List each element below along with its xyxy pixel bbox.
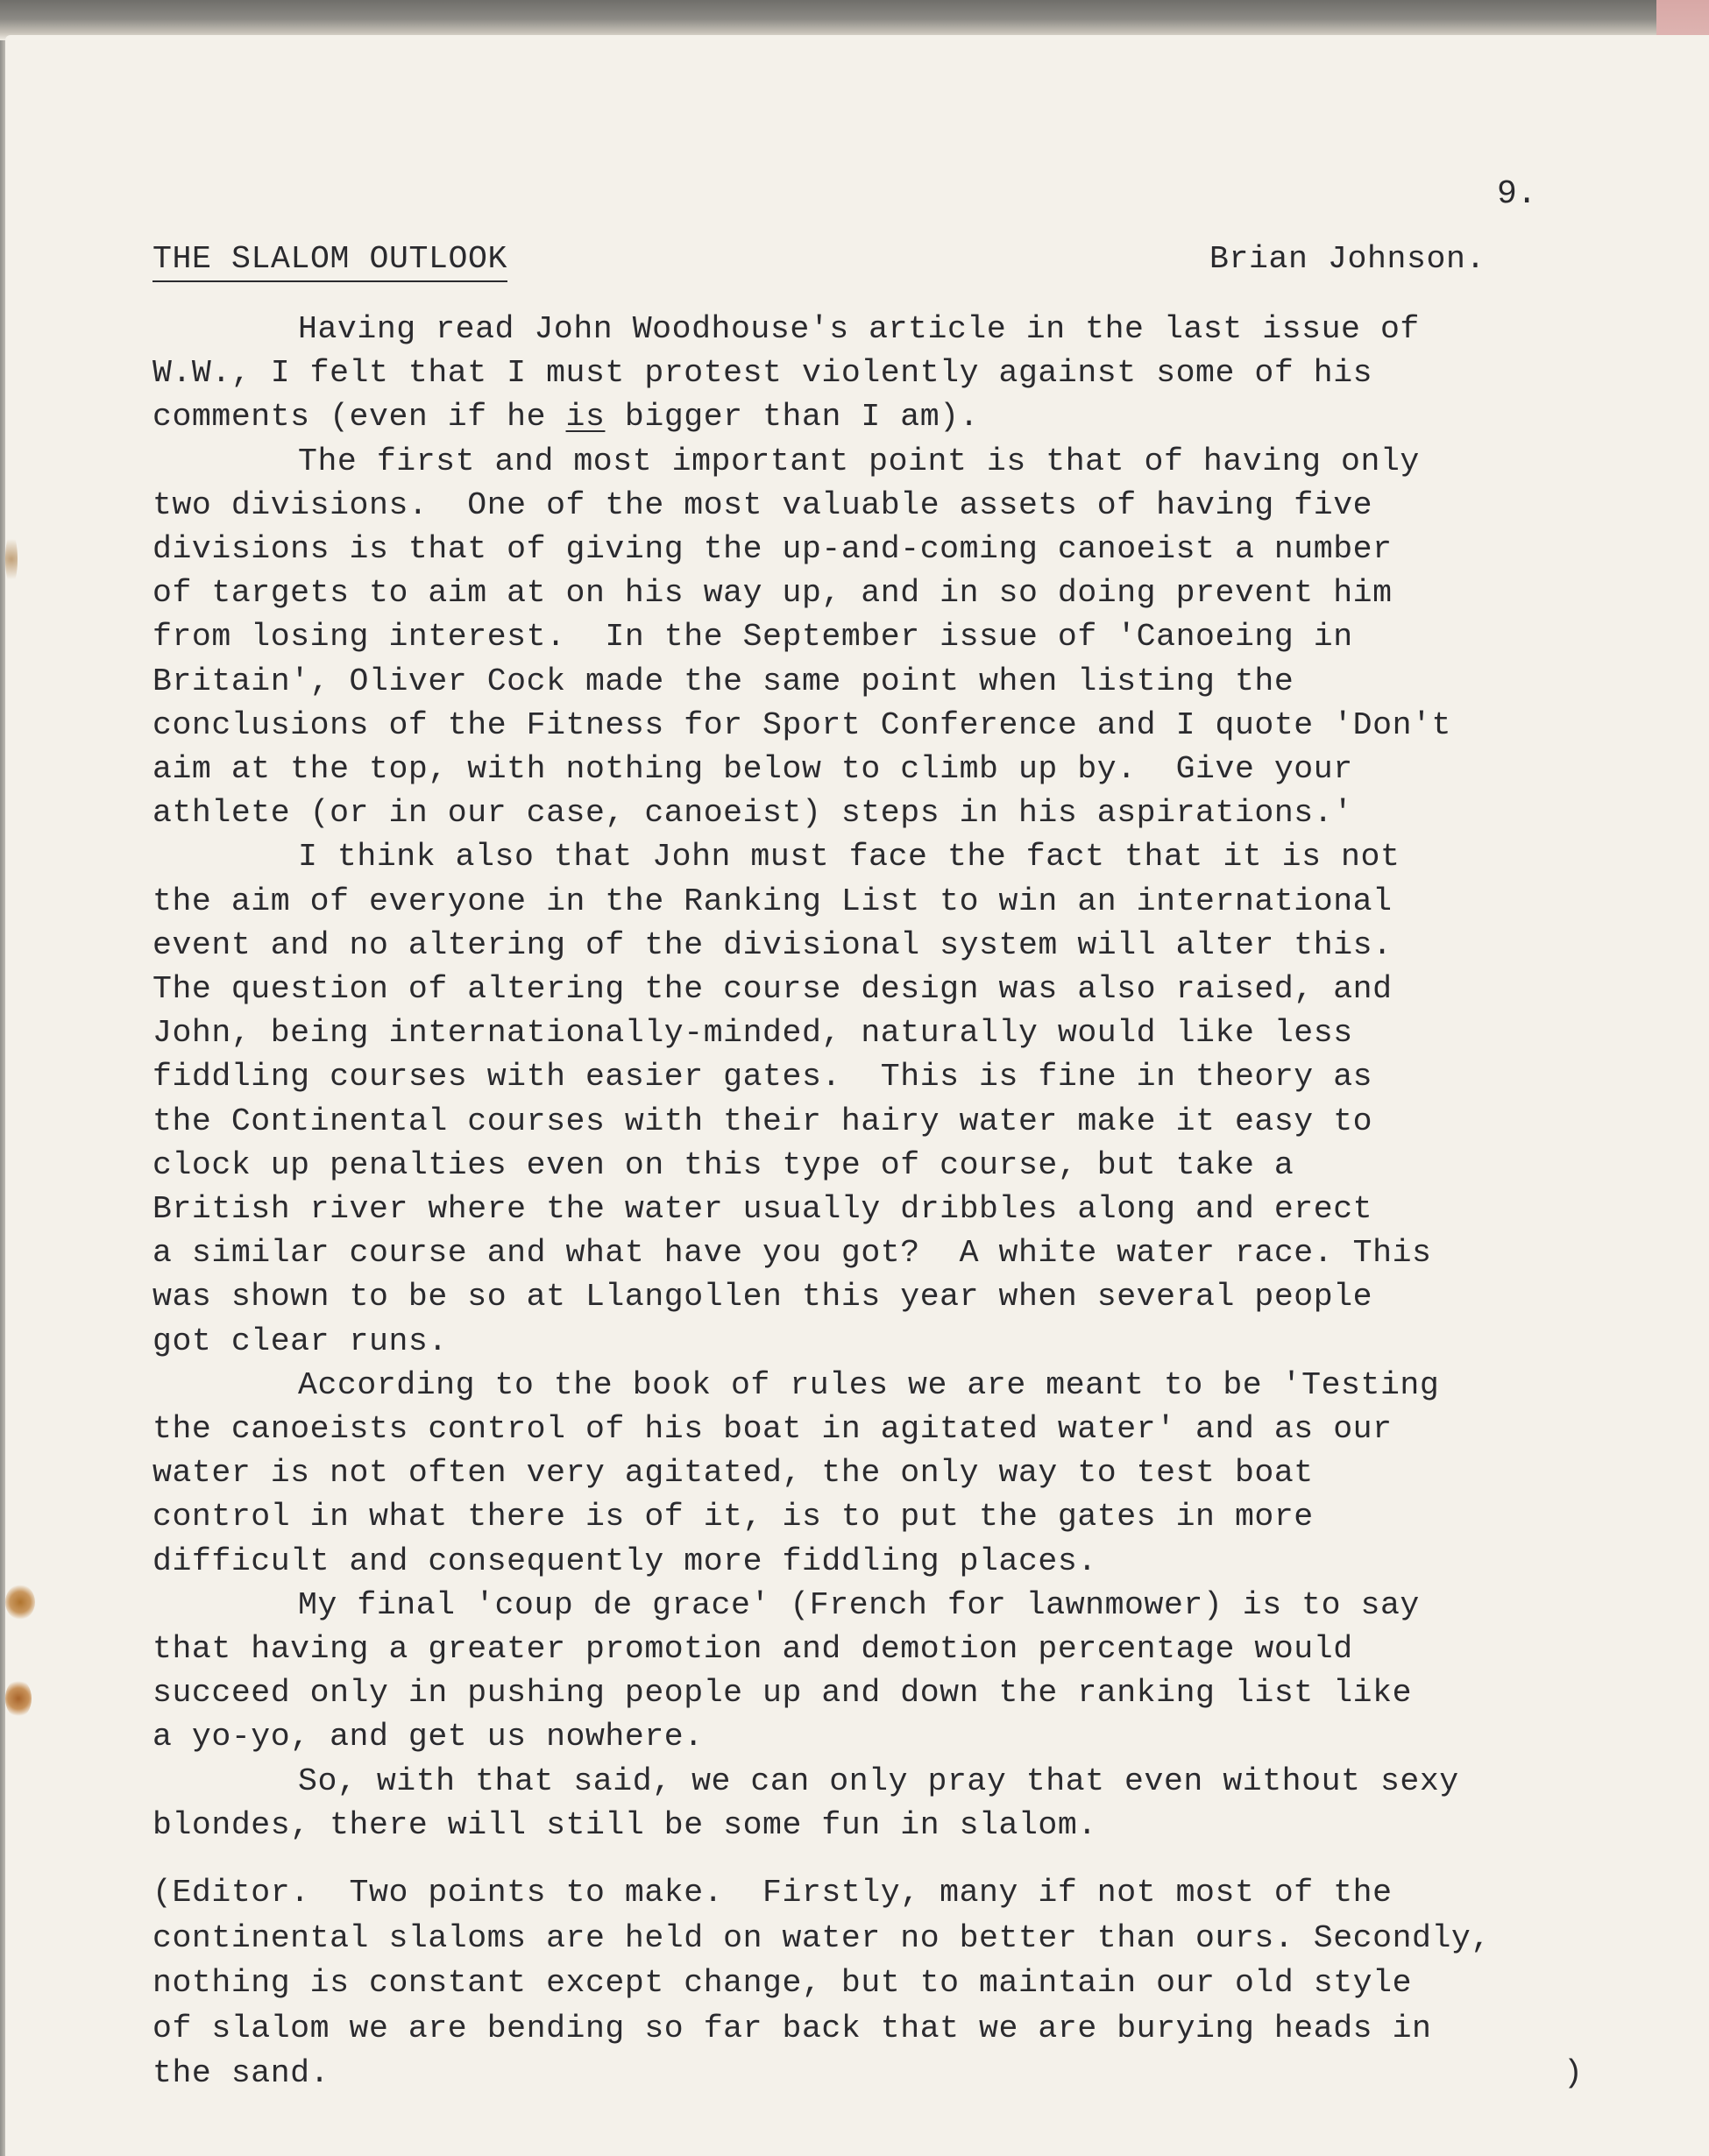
paragraph-first-line (298, 444, 1420, 479)
line-text: event and no altering of the divisional system will alter this. (152, 926, 1393, 963)
body-text-line (152, 1192, 1372, 1227)
editor-note-line: nothing is constant except change, but to maintain our old style (152, 1965, 1413, 2001)
editor-note-closing-paren: ) (1564, 2055, 1584, 2091)
body-text-line (152, 1236, 1431, 1271)
line-text-tail: bigger than I am). (605, 399, 980, 436)
body-text-line (152, 884, 1393, 919)
line-text: clock up penalties even on this type of course, but take a (152, 1146, 1294, 1183)
line-text: British river where the water usually dribbles along and erect (152, 1191, 1373, 1227)
body-text-line (152, 972, 1393, 1007)
article-title: THE SLALOM OUTLOOK (152, 242, 507, 282)
body-text-line (152, 620, 1353, 655)
paragraph-first-line (298, 312, 1420, 347)
body-text-line (152, 1324, 448, 1359)
body-text-line (152, 1104, 1372, 1139)
body-text-line (152, 664, 1294, 699)
line-text: water is not often very agitated, the only way to test boat (152, 1455, 1314, 1492)
body-text-line (152, 1016, 1353, 1051)
body-text-line (152, 1060, 1372, 1095)
body-text-line (152, 576, 1393, 611)
body-text-line (152, 1500, 1314, 1535)
line-text: the aim of everyone in the Ranking List to win an international (152, 883, 1393, 919)
body-text-line (152, 1808, 1097, 1843)
line-text: got clear runs. (152, 1323, 448, 1359)
line-text: conclusions of the Fitness for Sport Conference and I quote 'Don't (152, 706, 1451, 743)
body-text-line (152, 1676, 1412, 1711)
line-text: a similar course and what have you got? A white water race. This (152, 1235, 1432, 1272)
editor-note-line: (Editor. Two points to make. Firstly, many if not most of the (152, 1875, 1393, 1911)
body-text-line (152, 928, 1393, 963)
paragraph-first-line (298, 840, 1400, 875)
line-text: comments (even if he (152, 399, 566, 436)
body-text-line (152, 1280, 1372, 1315)
line-text: Britain', Oliver Cock made the same point when listing the (152, 663, 1294, 699)
line-text: According to the book of rules we are meant to be 'Testing (298, 1366, 1440, 1403)
line-text: athlete (or in our case, canoeist) steps in his aspirations.' (152, 795, 1353, 832)
underlined-word: is (565, 399, 606, 436)
line-text: My final 'coup de grace' (French for lawnmower) is to say (298, 1586, 1420, 1623)
body-text-line (152, 796, 1353, 831)
body-text-line (152, 1412, 1393, 1447)
staple-rust-stain (5, 1585, 35, 1620)
body-text-line (152, 1148, 1294, 1183)
staple-rust-stain (5, 1679, 32, 1718)
body-text-line (152, 356, 1372, 391)
body-text-line (152, 1720, 704, 1755)
body-text-line (152, 1456, 1314, 1491)
line-text: difficult and consequently more fiddling places. (152, 1543, 1097, 1579)
line-text: from losing interest. In the September issue of 'Canoeing in (152, 619, 1353, 656)
body-text-line (152, 400, 979, 435)
body-text-line (152, 752, 1353, 787)
line-text: that having a greater promotion and demotion percentage would (152, 1631, 1353, 1667)
line-text: The question of altering the course design was also raised, and (152, 971, 1393, 1007)
line-text: control in what there is of it, is to put the gates in more (152, 1499, 1314, 1535)
paragraph-first-line (298, 1764, 1459, 1799)
line-text: the canoeists control of his boat in agitated water' and as our (152, 1411, 1393, 1447)
line-text: W.W., I felt that I must protest violently against some of his (152, 355, 1373, 392)
line-text: So, with that said, we can only pray that even without sexy (298, 1762, 1459, 1799)
line-text: The first and most important point is that of having only (298, 443, 1420, 479)
line-text: blondes, there will still be some fun in slalom. (152, 1806, 1097, 1843)
editor-note-line: of slalom we are bending so far back that we are burying heads in (152, 2010, 1432, 2046)
line-text: fiddling courses with easier gates. This is fine in theory as (152, 1059, 1373, 1096)
article-author: Brian Johnson. (1209, 241, 1486, 277)
body-text-line (152, 488, 1372, 523)
body-text-line (152, 1544, 1097, 1579)
line-text: the Continental courses with their hairy water make it easy to (152, 1103, 1373, 1139)
line-text: was shown to be so at Llangollen this year when several people (152, 1279, 1373, 1316)
editor-note-line: continental slaloms are held on water no better than ours. Secondly, (152, 1919, 1491, 1956)
line-text: two divisions. One of the most valuable assets of having five (152, 486, 1373, 523)
line-text: succeed only in pushing people up and down the ranking list like (152, 1675, 1413, 1712)
line-text: of targets to aim at on his way up, and in so doing prevent him (152, 575, 1393, 612)
line-text: a yo-yo, and get us nowhere. (152, 1719, 704, 1755)
body-text-line (152, 1632, 1353, 1667)
paragraph-first-line (298, 1588, 1420, 1623)
paragraph-first-line (298, 1368, 1439, 1403)
editor-note-line: the sand. (152, 2055, 330, 2091)
line-text: divisions is that of giving the up-and-coming canoeist a number (152, 531, 1393, 567)
body-text-line (152, 532, 1393, 567)
page-number: 9. (1497, 175, 1537, 213)
line-text: aim at the top, with nothing below to climb up by. Give your (152, 751, 1353, 787)
line-text: Having read John Woodhouse's article in the last issue of (298, 311, 1420, 347)
line-text: I think also that John must face the fact that it is not (298, 839, 1401, 876)
body-text-line (152, 708, 1451, 743)
line-text: John, being internationally-minded, naturally would like less (152, 1015, 1353, 1052)
paper-stain (5, 533, 18, 585)
